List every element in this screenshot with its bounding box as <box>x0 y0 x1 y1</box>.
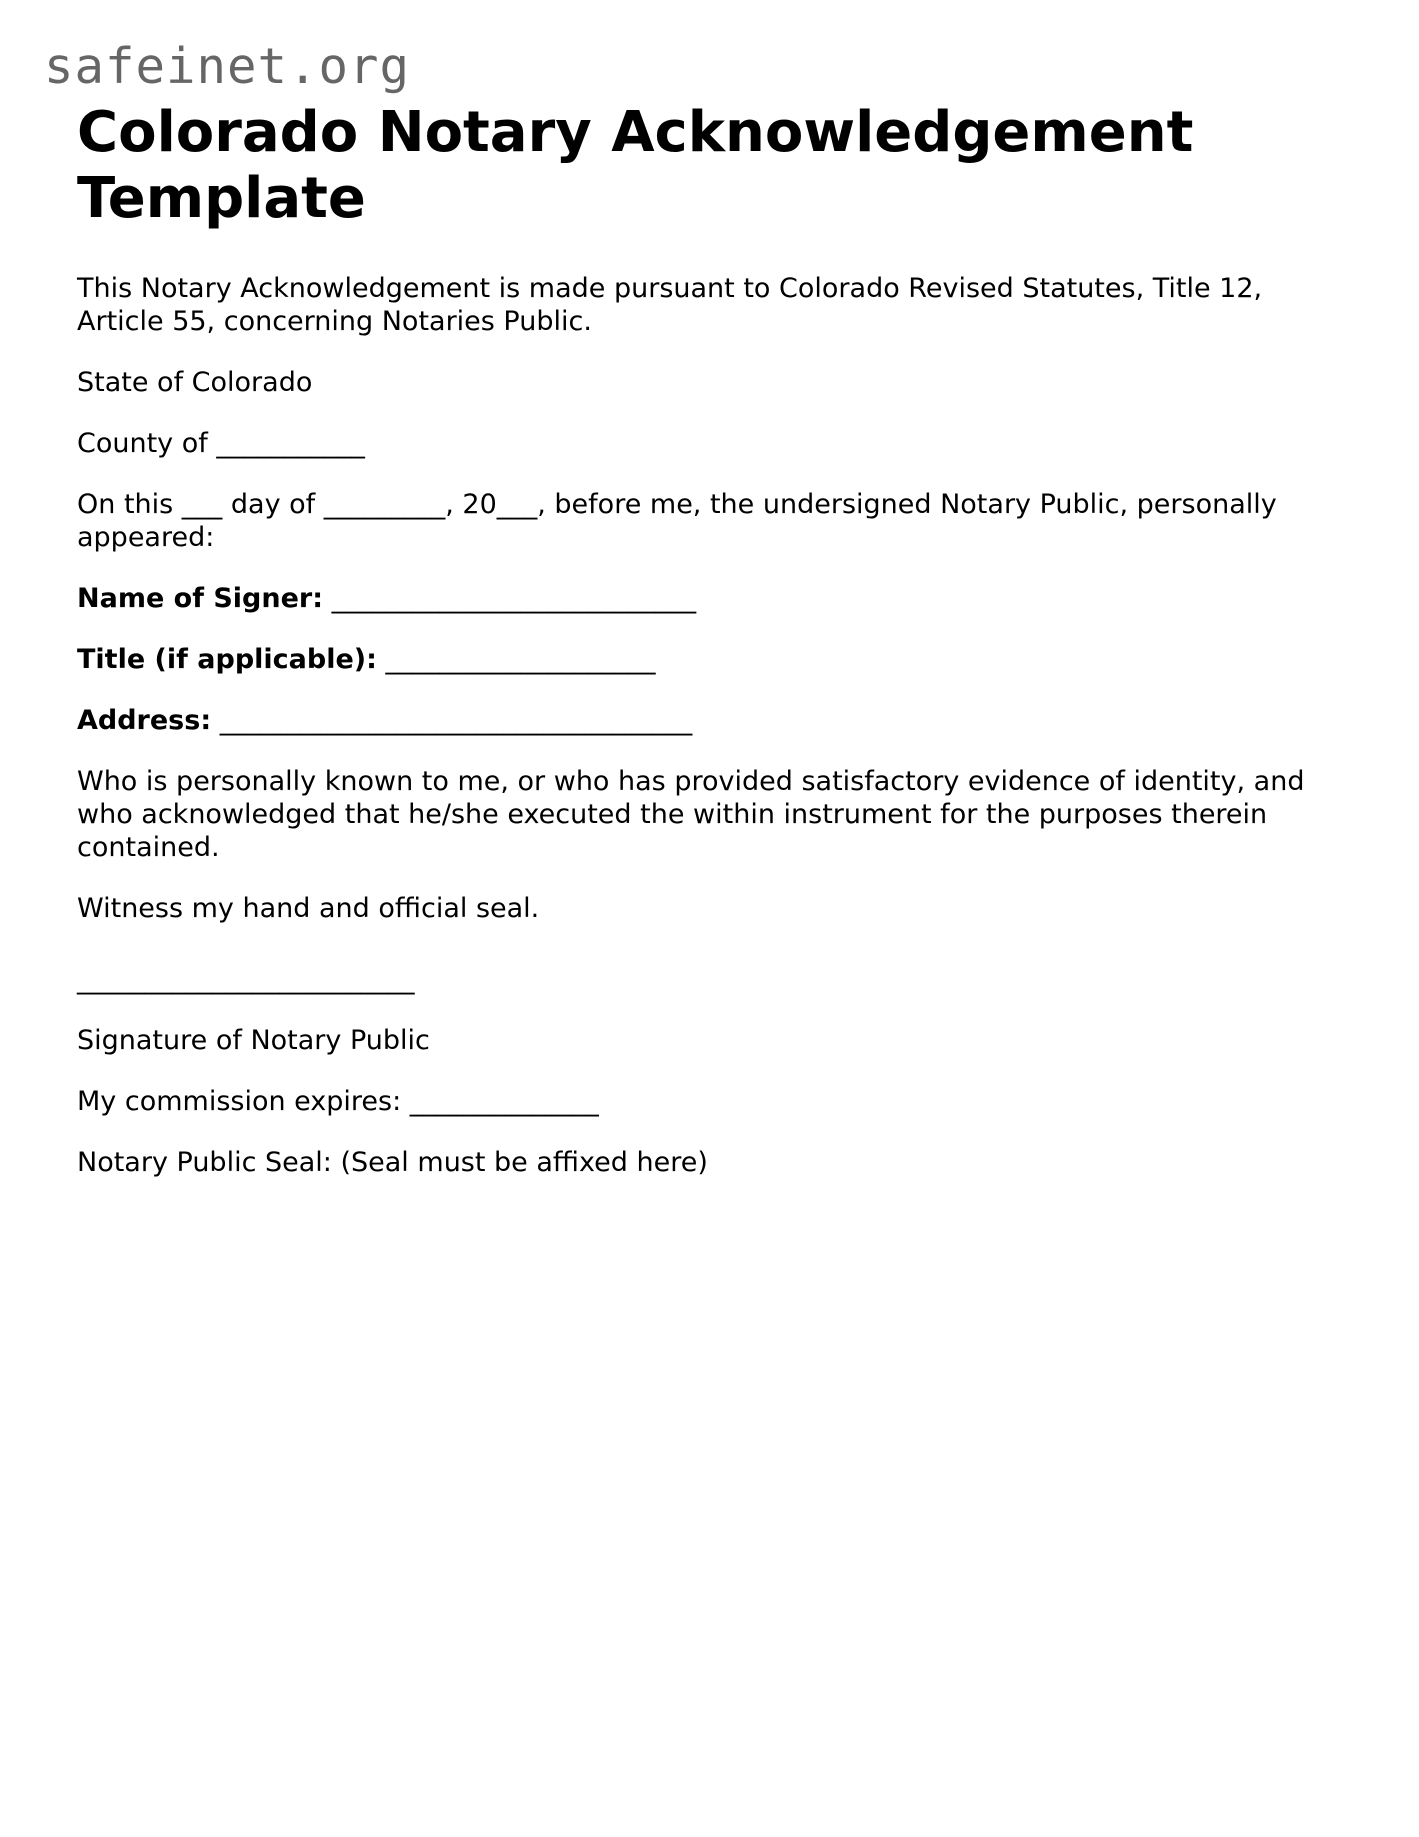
address-blank: ___________________________________ <box>219 705 693 736</box>
document-title: Colorado Notary Acknowledgement Template <box>77 100 1194 231</box>
title-blank: ____________________ <box>385 644 656 675</box>
intro-paragraph: This Notary Acknowledgement is made pursuant to Colorado Revised Statutes, Title 12, Article 55, concerning Notaries Public. <box>77 273 1263 337</box>
county-line: County of ___________ <box>77 428 365 459</box>
document-body <box>77 100 1347 1179</box>
title-label: Title (if applicable): <box>77 644 377 675</box>
commission-line: My commission expires: ______________ <box>77 1086 599 1117</box>
address-label: Address: <box>77 705 212 736</box>
address-field <box>77 704 1347 737</box>
signature-caption: Signature of Notary Public <box>77 1025 430 1056</box>
watermark: safeinet.org <box>44 38 411 95</box>
witness-line: Witness my hand and official seal. <box>77 893 540 924</box>
identity-statement: Who is personally known to me, or who has provided satisfactory evidence of identity, and who acknowledged that he/she executed the within instrument for the purposes therein contained. <box>77 766 1305 863</box>
signature-line: _________________________ <box>77 964 415 995</box>
seal-line: Notary Public Seal: (Seal must be affixed here) <box>77 1147 708 1178</box>
state-line: State of Colorado <box>77 367 313 398</box>
signer-label: Name of Signer: <box>77 583 324 614</box>
title-field <box>77 643 1347 676</box>
signer-field <box>77 582 1347 615</box>
date-line: On this ___ day of _________, 20___, before me, the undersigned Notary Public, personally appeared: <box>77 489 1277 553</box>
signer-blank: ___________________________ <box>331 583 697 614</box>
